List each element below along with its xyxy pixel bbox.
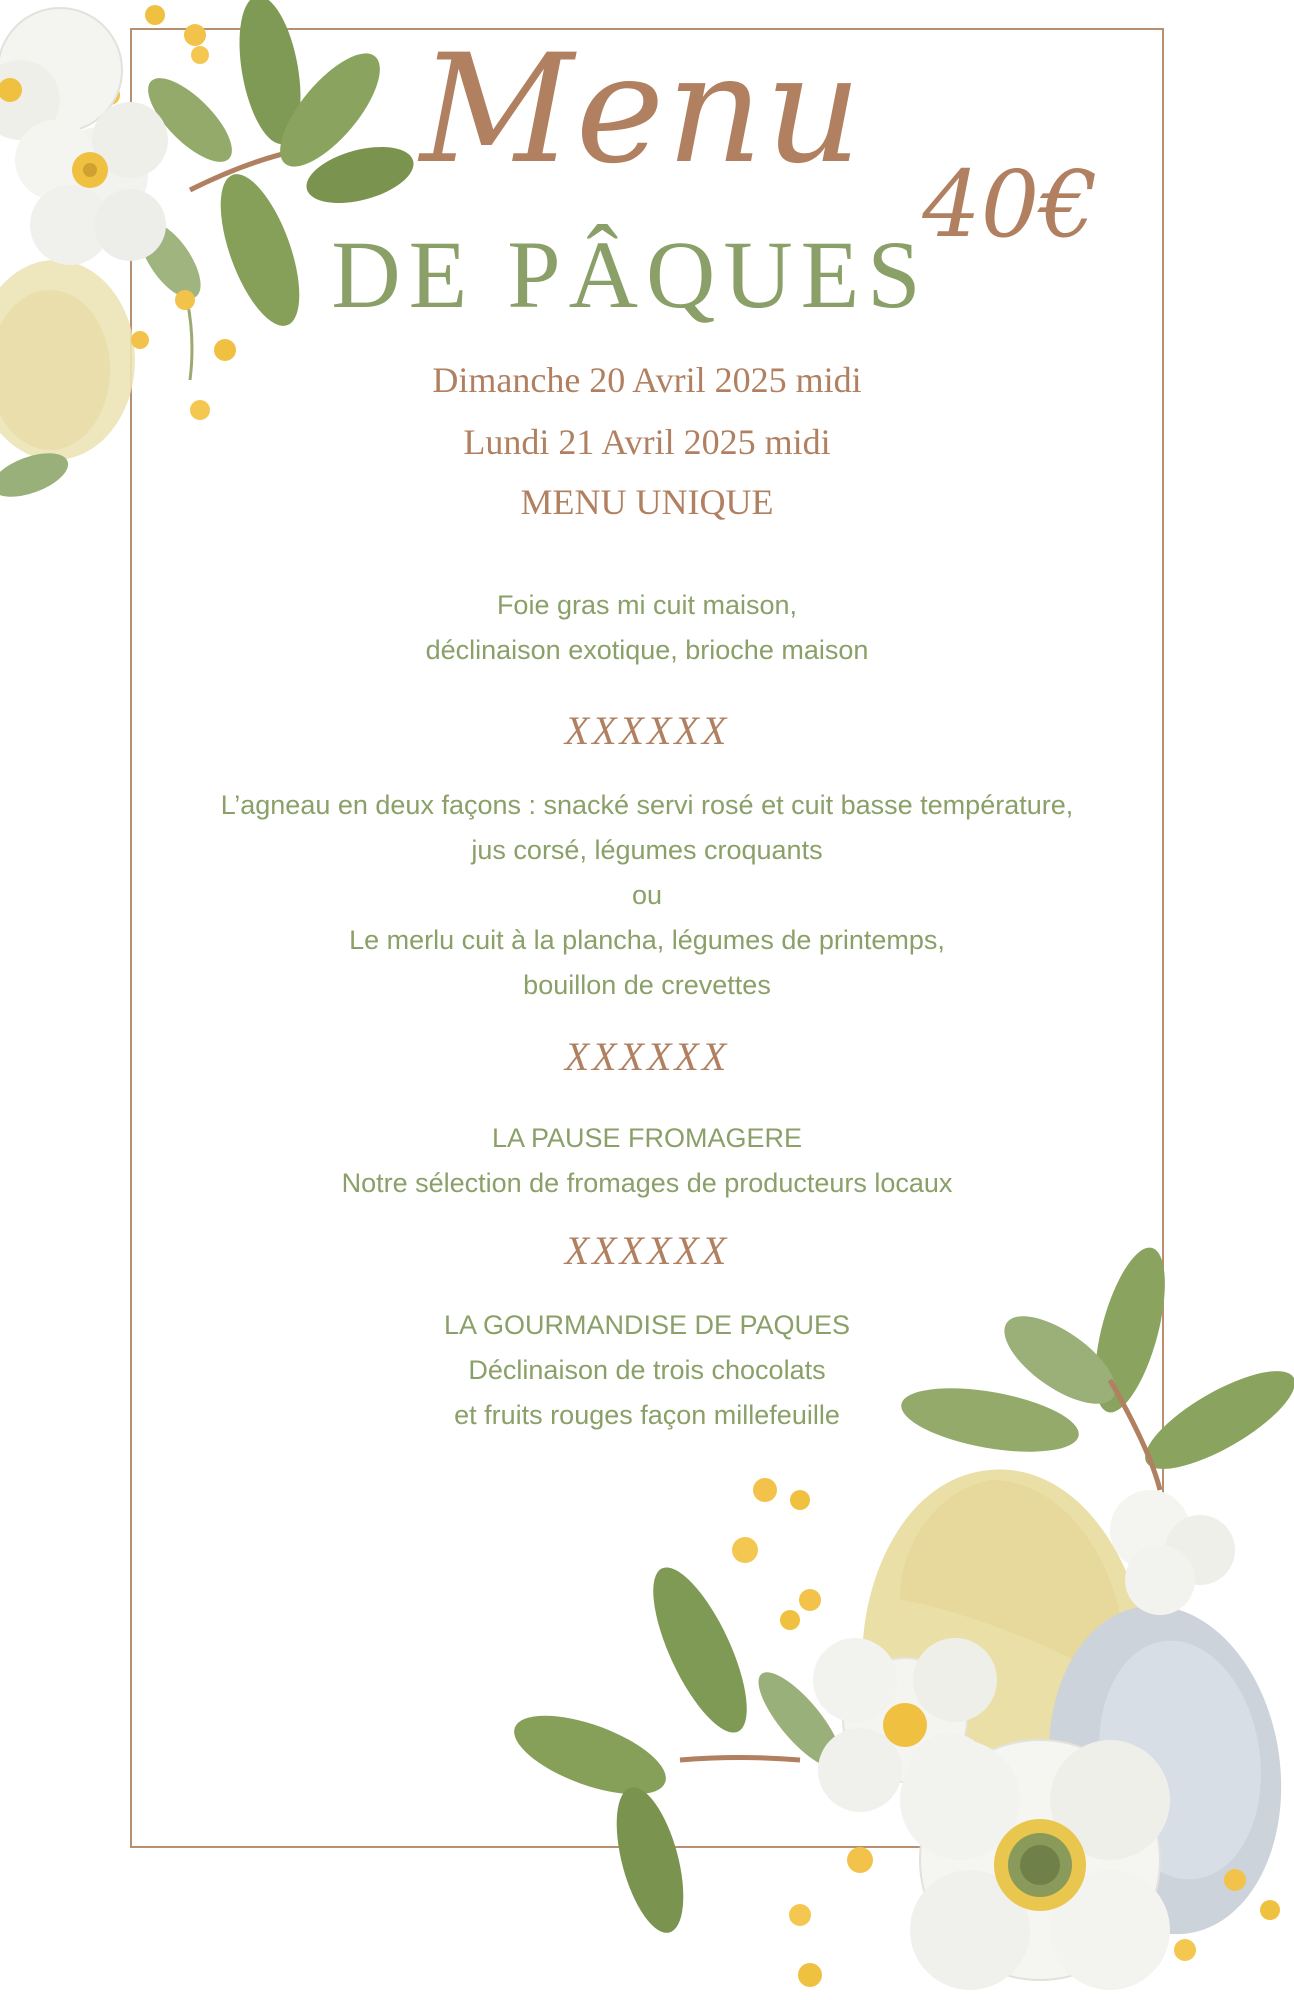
main-option-1-line-1: L’agneau en deux façons : snacké servi rosé et cuit basse température, bbox=[220, 790, 1074, 820]
anemone-flower bbox=[900, 1740, 1170, 1990]
cheese-title: LA PAUSE FROMAGERE bbox=[491, 1123, 803, 1153]
price-label: 40€ bbox=[922, 151, 1098, 258]
separator-3: XXXXXX bbox=[564, 1228, 730, 1273]
main-or: ou bbox=[631, 880, 663, 910]
starter-line-2: déclinaison exotique, brioche maison bbox=[425, 635, 869, 665]
separator-1: XXXXXX bbox=[564, 708, 730, 753]
separator-2: XXXXXX bbox=[564, 1034, 730, 1079]
date-line-2: Lundi 21 Avril 2025 midi bbox=[463, 422, 831, 462]
cheese-description: Notre sélection de fromages de producteurs locaux bbox=[341, 1168, 953, 1198]
menu-script-title: Menu bbox=[420, 23, 864, 197]
main-option-2-line-1: Le merlu cuit à la plancha, légumes de printemps, bbox=[349, 925, 945, 955]
dessert-line-2: et fruits rouges façon millefeuille bbox=[454, 1400, 840, 1430]
main-option-2-line-2: bouillon de crevettes bbox=[523, 970, 771, 1000]
starter-line-1: Foie gras mi cuit maison, bbox=[496, 590, 798, 620]
date-line-1: Dimanche 20 Avril 2025 midi bbox=[432, 360, 862, 400]
dessert-line-1: Déclinaison de trois chocolats bbox=[468, 1355, 826, 1385]
menu-type: MENU UNIQUE bbox=[520, 482, 774, 522]
main-option-1-line-2: jus corsé, légumes croquants bbox=[471, 835, 823, 865]
dessert-title: LA GOURMANDISE DE PAQUES bbox=[443, 1310, 851, 1340]
white-flower-2 bbox=[15, 102, 168, 265]
menu-subtitle: DE PÂQUES bbox=[331, 221, 929, 328]
